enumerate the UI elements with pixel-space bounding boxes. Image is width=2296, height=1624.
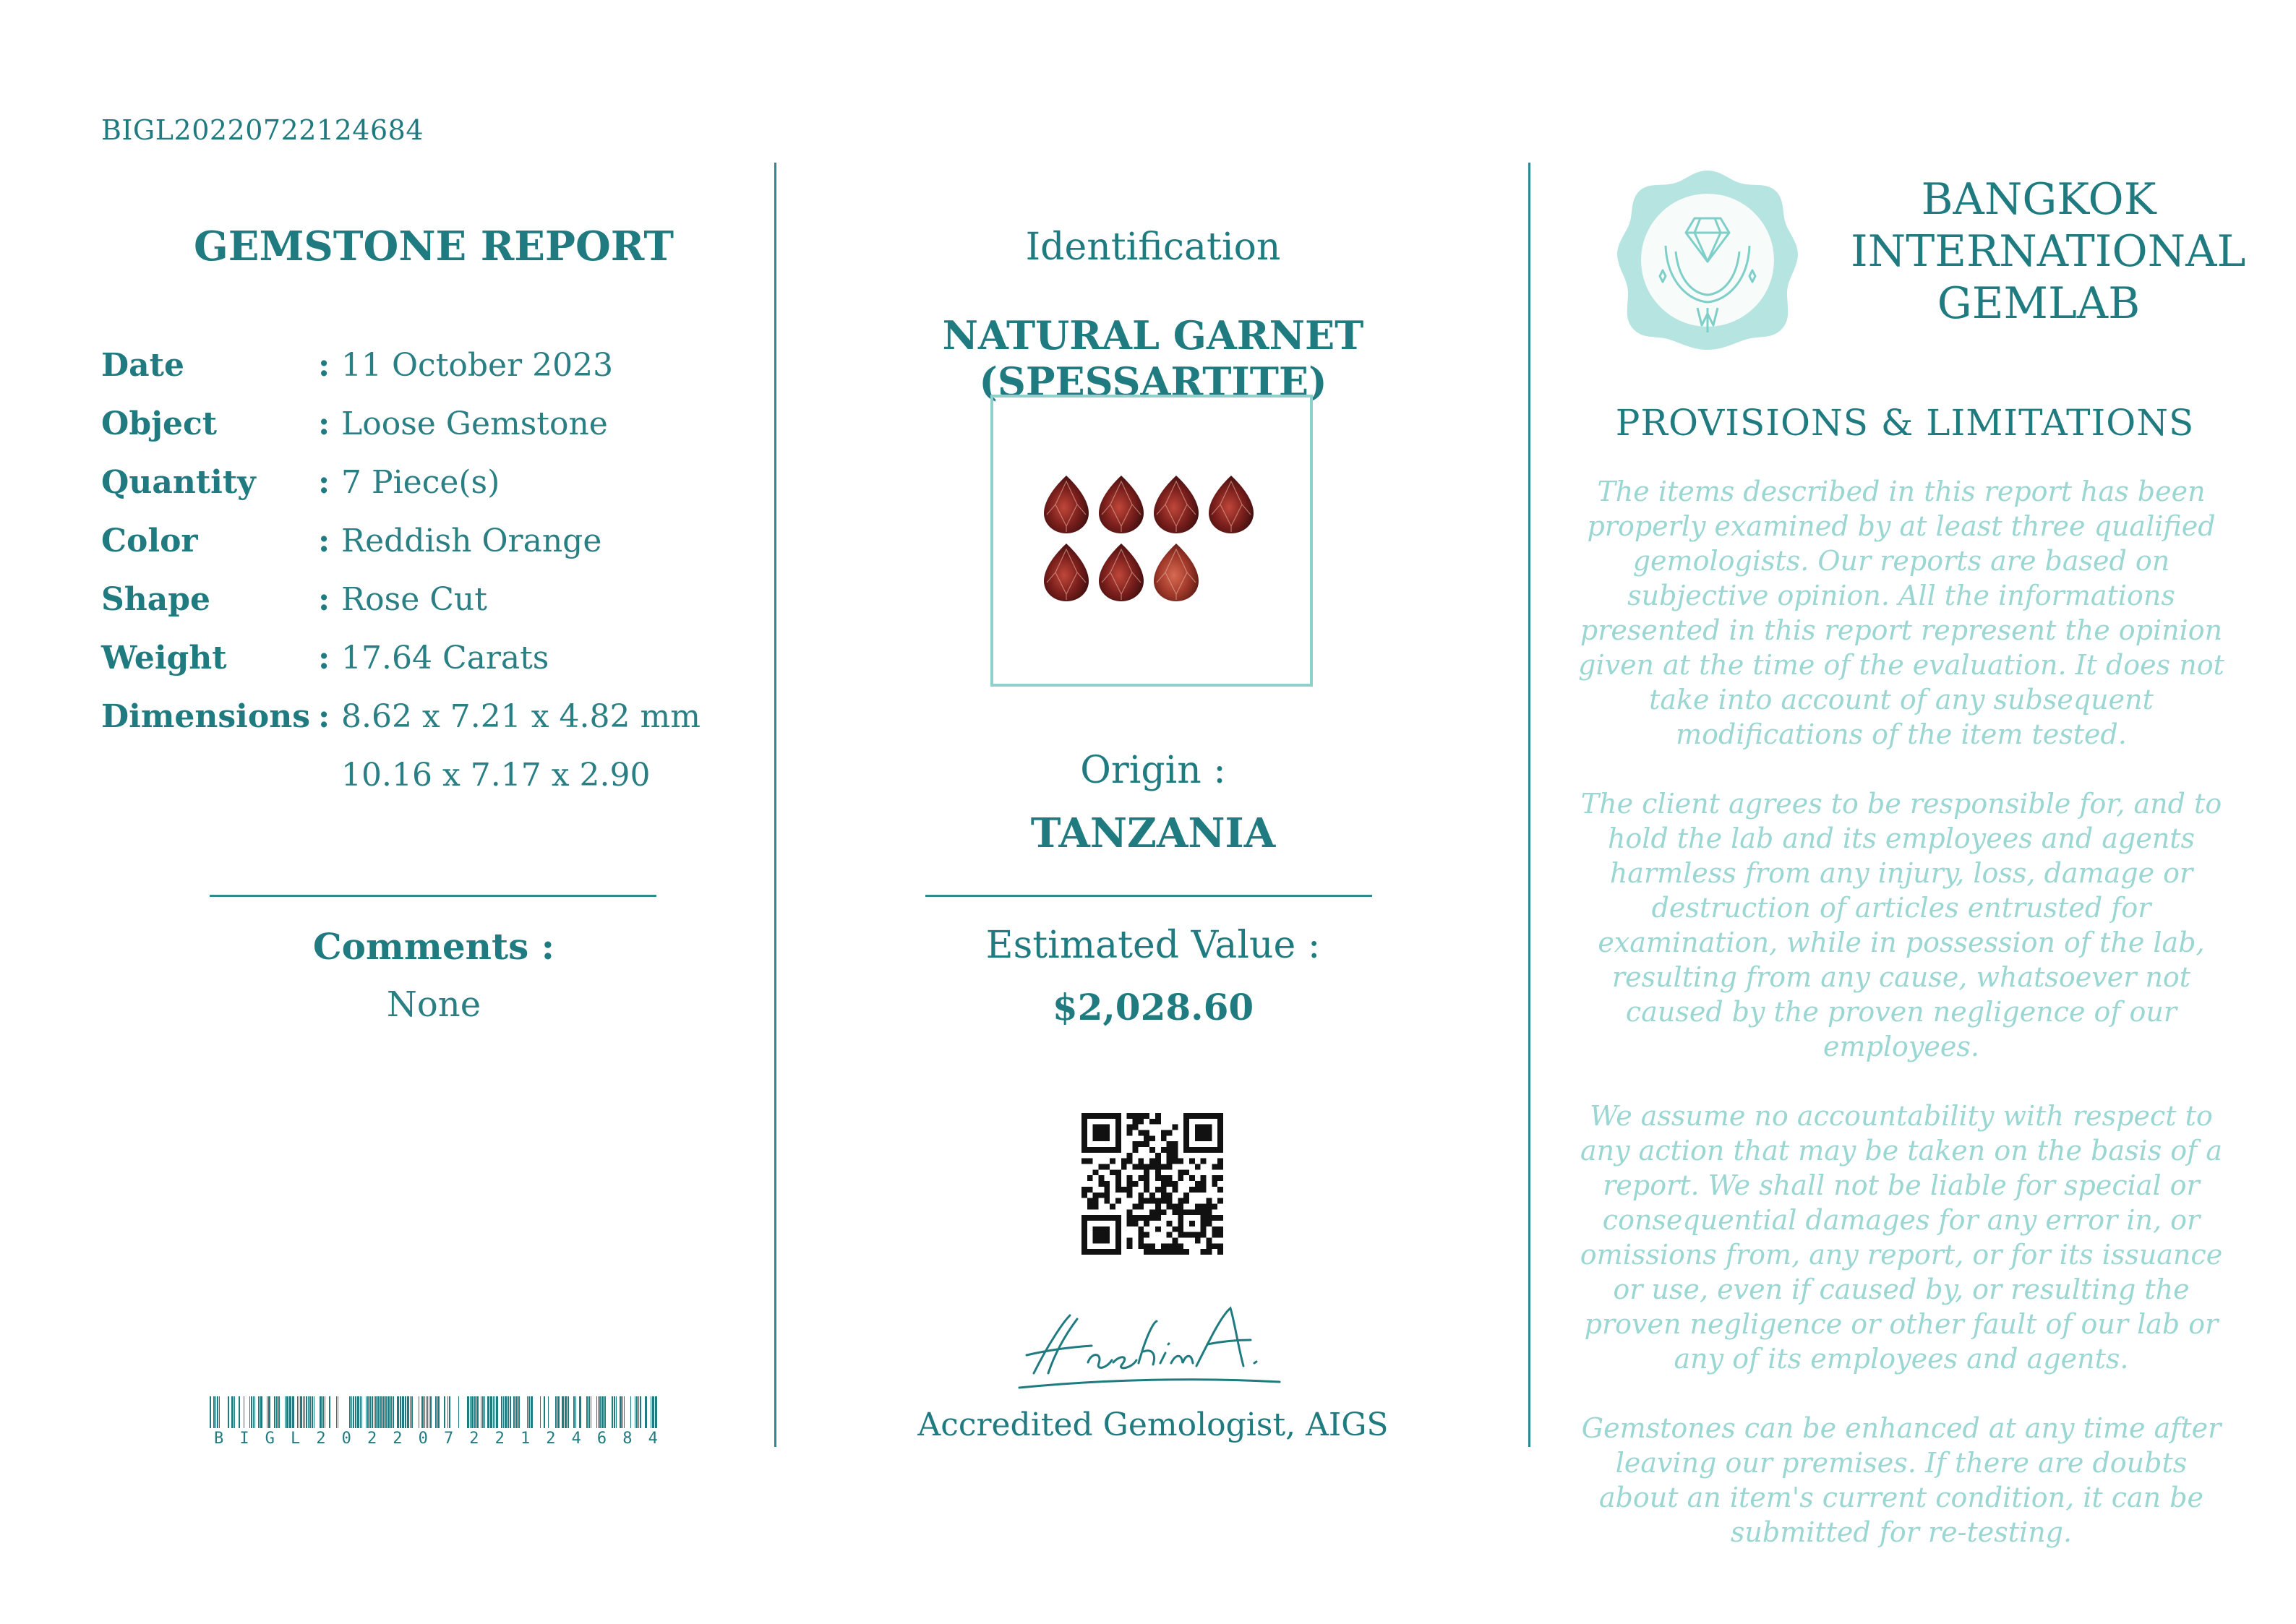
gemstone-photo-svg (993, 398, 1310, 684)
gem-4 (1209, 476, 1254, 533)
origin-value: TANZANIA (1030, 809, 1276, 857)
divider-line (210, 895, 656, 897)
gemstone-photo (990, 395, 1313, 687)
gem-7 (1154, 544, 1199, 601)
lab-name-line-3: GEMLAB (1937, 278, 2141, 329)
barcode-char: 4 (571, 1430, 581, 1448)
detail-label: Dimensions (101, 698, 311, 735)
divider-line (925, 895, 1372, 897)
identification-value: NATURAL GARNET (SPESSARTITE) (942, 312, 1364, 405)
detail-value: 10.16 x 7.17 x 2.90 (341, 757, 651, 794)
detail-colon: : (318, 464, 330, 501)
barcode-char: 8 (622, 1430, 633, 1448)
barcode-char: 1 (520, 1430, 531, 1448)
details-list (101, 345, 723, 814)
provisions-paragraph-4: Gemstones can be enhanced at any time after leaving our premises. If there are doubts about an item's current condition, it can be submitted for re-testing. (1581, 1412, 2222, 1548)
gem-6 (1099, 544, 1144, 601)
barcode-char: 2 (546, 1430, 556, 1448)
barcode-char: 7 (443, 1430, 454, 1448)
barcode-char: 4 (648, 1430, 658, 1448)
report-id: BIGL20220722124684 (101, 114, 424, 146)
lab-name (1851, 173, 2246, 330)
barcode-char: 2 (316, 1430, 326, 1448)
provisions-paragraph-3: We assume no accountability with respect to any action that may be taken on the basis of a report. We shall not be liable for special or consequential damages for any error in, or omissions from, any report, or for its issuance or use, even if caused by, or resulting the proven negligence or other fault of our lab or any of its employees and agents. (1580, 1100, 2223, 1375)
detail-label: Weight (101, 640, 227, 676)
detail-label: Object (101, 405, 218, 442)
estimated-value-label: Estimated Value : (985, 924, 1321, 967)
provisions-paragraph-2: The client agrees to be responsible for, and to hold the lab and its employees and agents harmless from any injury, loss, damage or destruction of articles entrusted for examination, while in possession of the lab, resulting from any cause, whatsoever not caused by the proven negligence of our employees. (1580, 788, 2222, 1062)
gem-1 (1044, 476, 1089, 533)
detail-colon: : (318, 405, 330, 442)
detail-value: Loose Gemstone (341, 405, 608, 442)
detail-value: 17.64 Carats (341, 640, 549, 676)
column-divider-left (774, 163, 776, 1447)
detail-colon: : (318, 347, 330, 384)
lab-name-line-1: BANGKOK (1921, 174, 2156, 225)
detail-row-color (101, 521, 723, 580)
barcode-char: 2 (367, 1430, 377, 1448)
barcode-char: 0 (341, 1430, 351, 1448)
detail-colon: : (318, 523, 330, 559)
detail-row-weight (101, 638, 723, 697)
detail-row-shape (101, 580, 723, 638)
detail-value: 11 October 2023 (341, 347, 614, 384)
barcode-text (214, 1430, 658, 1448)
detail-value: 8.62 x 7.21 x 4.82 mm (341, 698, 701, 735)
detail-row-dimensions-2 (101, 755, 723, 814)
detail-value: Rose Cut (341, 581, 487, 618)
detail-label: Color (101, 523, 198, 559)
barcode-char: 6 (596, 1430, 607, 1448)
signature-title: Accredited Gemologist, AIGS (917, 1406, 1389, 1443)
barcode-char: B (214, 1430, 224, 1448)
provisions-title: PROVISIONS & LIMITATIONS (1615, 402, 2195, 444)
barcode (210, 1396, 661, 1428)
barcode-char: L (290, 1430, 301, 1448)
barcode-char: 2 (469, 1430, 479, 1448)
identification-label: Identification (1025, 225, 1281, 269)
detail-colon: : (318, 581, 330, 618)
gem-3 (1154, 476, 1199, 533)
detail-label: Quantity (101, 464, 256, 501)
detail-row-object (101, 404, 723, 463)
comments-value: None (386, 984, 481, 1025)
barcode-char: 0 (418, 1430, 428, 1448)
detail-label: Date (101, 347, 184, 384)
provisions-paragraph-1: The items described in this report has been properly examined by at least three qualified gemologists. Our reports are based on subjective opinion. All the informations presented in this report represent the opinion given at the time of the evaluation. It does not take into account of any subsequent modifications of the item tested. (1578, 476, 2224, 750)
detail-row-dimensions (101, 697, 723, 755)
detail-value: Reddish Orange (341, 523, 602, 559)
gem-2 (1099, 476, 1144, 533)
comments-label: Comments : (312, 925, 555, 968)
detail-row-date (101, 345, 723, 404)
origin-label: Origin : (1080, 749, 1226, 792)
detail-row-quantity (101, 463, 723, 521)
barcode-char: 2 (393, 1430, 403, 1448)
signature (1005, 1294, 1294, 1402)
column-divider-right (1528, 163, 1530, 1447)
gem-5 (1044, 544, 1089, 601)
barcode-char: 2 (494, 1430, 505, 1448)
lab-name-line-2: INTERNATIONAL (1851, 226, 2246, 277)
estimated-value: $2,028.60 (1052, 986, 1254, 1028)
provisions-text (1576, 474, 2227, 1584)
barcode-char: I (239, 1430, 249, 1448)
detail-value: 7 Piece(s) (341, 464, 500, 501)
detail-colon: : (318, 698, 330, 735)
qr-code (1081, 1113, 1223, 1255)
report-title: GEMSTONE REPORT (193, 223, 674, 270)
detail-label: Shape (101, 581, 211, 618)
detail-colon: : (318, 640, 330, 676)
lab-seal-icon (1614, 166, 1802, 354)
barcode-char: G (265, 1430, 275, 1448)
